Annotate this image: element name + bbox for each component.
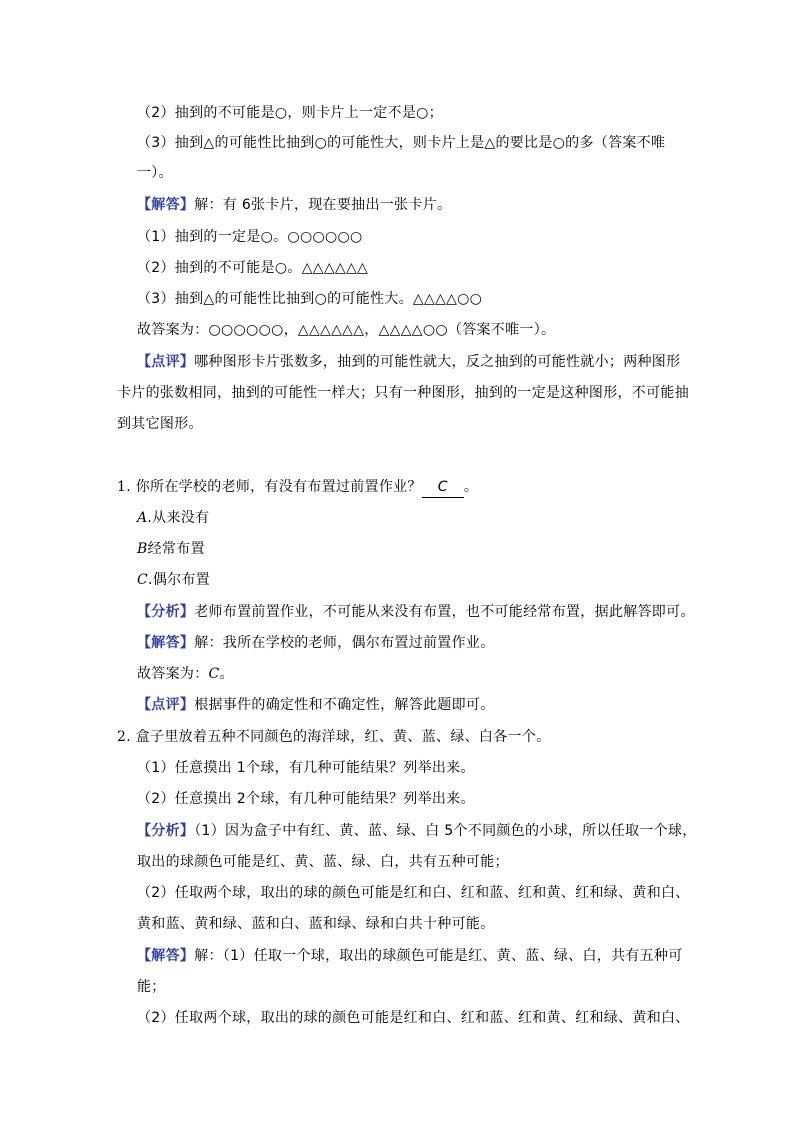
question-2-answer-c: （2）任取两个球，取出的球的颜色可能是红和白、红和蓝、红和黄、红和绿、黄和白、 <box>137 1010 690 1026</box>
question-1-comment-text: 根据事件的确定性和不确定性，解答此题即可。 <box>194 697 495 713</box>
question-1-answer-text: 解：我所在学校的老师，偶尔布置过前置作业。 <box>194 635 495 651</box>
question-2-stem <box>117 727 550 747</box>
prev-answer-3: （3）抽到△的可能性比抽到○的可能性大。△△△△○○ <box>137 291 483 307</box>
prev-final-answer: 故答案为：○○○○○○，△△△△△△，△△△△○○（答案不唯一）。 <box>137 322 556 338</box>
question-1-option-b <box>137 539 205 559</box>
question-1-analysis <box>137 602 695 622</box>
question-1-option-c <box>137 570 210 590</box>
analysis-tag: 【分析】 <box>137 823 195 839</box>
question-1-text: 你所在学校的老师，有没有布置过前置作业？ <box>135 479 422 495</box>
prev-sub3-line-a: （3）抽到△的可能性比抽到○的可能性大，则卡片上是△的要比是○的多（答案不唯 <box>137 135 666 151</box>
prev-sub2-line: （2）抽到的不可能是○，则卡片上一定不是○； <box>137 105 443 121</box>
question-2-analysis-a <box>137 821 697 841</box>
question-2-answer-b: 能； <box>137 979 166 995</box>
question-1-answer-blank: C <box>422 477 464 498</box>
option-b-text: 经常布置 <box>147 541 205 557</box>
prev-answer-1: （1）抽到的一定是○。○○○○○○ <box>137 229 363 245</box>
prev-comment-text-a: 哪种图形卡片张数多，抽到的可能性就大，反之抽到的可能性就小；两种图形 <box>194 354 681 370</box>
question-1-analysis-text: 老师布置前置作业，不可能从来没有布置，也不可能经常布置，据此解答即可。 <box>194 604 695 620</box>
question-2-analysis-c: （2）任取两个球，取出的球的颜色可能是红和白、红和蓝、红和黄、红和绿、黄和白、 <box>137 885 690 901</box>
answer-tag: 【解答】 <box>137 635 195 651</box>
question-1-option-a <box>137 508 209 528</box>
analysis-tag: 【分析】 <box>137 604 195 620</box>
prev-sub3-line-b: 一）。 <box>137 165 173 181</box>
question-2-answer-a <box>137 946 683 966</box>
question-1-number: 1. <box>117 479 131 495</box>
question-1-stem <box>117 477 478 498</box>
prev-comment-line-a <box>137 352 680 372</box>
answer-tag: 【解答】 <box>137 948 195 964</box>
question-2-sub-2: （2）任意摸出 2个球，有几种可能结果？列举出来。 <box>137 791 475 807</box>
question-2-number: 2. <box>117 729 131 745</box>
question-2-analysis-d: 黄和蓝、黄和绿、蓝和白、蓝和绿、绿和白共十种可能。 <box>137 916 495 932</box>
question-1-final <box>137 664 234 684</box>
comment-tag: 【点评】 <box>137 697 195 713</box>
prev-answer-intro: 解：有 6张卡片，现在要抽出一张卡片。 <box>194 197 452 213</box>
question-2-text: 盒子里放着五种不同颜色的海洋球，红、黄、蓝、绿、白各一个。 <box>135 729 551 745</box>
prev-comment-line-c: 到其它图形。 <box>117 416 203 432</box>
final-letter: C <box>208 666 220 682</box>
final-prefix: 故答案为： <box>137 666 209 682</box>
question-1-answer <box>137 633 495 653</box>
prev-answer-2: （2）抽到的不可能是○。△△△△△△ <box>137 260 369 276</box>
option-a-letter: A <box>137 510 148 526</box>
answer-tag: 【解答】 <box>137 197 195 213</box>
option-a-text: .从来没有 <box>147 510 210 526</box>
option-c-text: .偶尔布置 <box>148 572 210 588</box>
option-c-letter: C <box>137 572 149 588</box>
question-2-sub-1: （1）任意摸出 1个球，有几种可能结果？列举出来。 <box>137 760 475 776</box>
question-2-analysis-b: 取出的球颜色可能是红、黄、蓝、绿、白，共有五种可能； <box>137 854 509 870</box>
final-suffix: 。 <box>219 666 234 682</box>
question-1-text-end: 。 <box>463 479 479 495</box>
question-1-comment <box>137 695 495 715</box>
prev-answer-line <box>137 195 451 215</box>
question-2-answer-text-a: 解：（1）任取一个球，取出的球颜色可能是红、黄、蓝、绿、白，共有五种可 <box>194 948 683 964</box>
prev-comment-line-b: 卡片的张数相同，抽到的可能性一样大；只有一种图形，抽到的一定是这种图形，不可能抽 <box>117 385 689 401</box>
option-b-letter: B <box>137 541 148 557</box>
question-2-analysis-text-a: （1）因为盒子中有红、黄、蓝、绿、白 5个不同颜色的小球，所以任取一个球， <box>194 823 697 839</box>
comment-tag: 【点评】 <box>137 354 195 370</box>
